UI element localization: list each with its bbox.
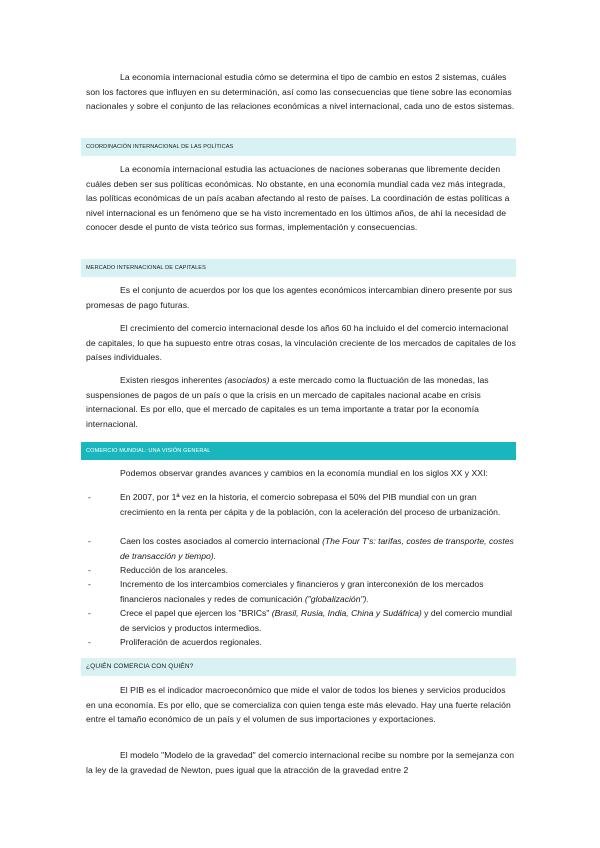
bullet-dash: - xyxy=(88,608,91,618)
section-heading-coordinacion: COORDINACIÓN INTERNACIONAL DE LAS POLÍTICAS xyxy=(81,138,516,156)
section-heading-comercio-mundial: COMERCIO MUNDIAL: UNA VISIÓN GENERAL xyxy=(81,442,516,460)
section-heading-mercado-capitales: MERCADO INTERNACIONAL DE CAPITALES xyxy=(81,259,516,277)
comercio-intro: Podemos observar grandes avances y cambios en la economía mundial en los siglos XX y XXI: xyxy=(120,468,488,478)
bullet-item-acuerdos: - Proliferación de acuerdos regionales. xyxy=(104,635,516,650)
bullet-dash: - xyxy=(88,579,91,589)
bullet-dash: - xyxy=(88,536,91,546)
section-heading-quien-comercia: ¿QUIÉN COMERCIA CON QUIÉN? xyxy=(81,658,516,676)
mercado-paragraph-2: El crecimiento del comercio internacional desde los años 60 ha incluido el del comercio internacional de capitales, lo que ha supuesto entre otras cosas, la vinculación creciente de los mercados de capitales de los países individuales. xyxy=(86,323,516,363)
mercado-paragraph-3: Existen riesgos inherentes (asociados) a este mercado como la fluctuación de las monedas, las suspensiones de pagos de un país o que la crisis en un mercado de capitales nacional acabe en crisis internacional. Es por ello, que el mercado de capitales es un tema importante a tratar por la economía internacional. xyxy=(86,375,489,429)
quien-paragraph-2: El modelo "Modelo de la gravedad" del comercio internacional recibe su nombre por la semejanza con la ley de la gravedad de Newton, pues igual que la atracción de la gravedad entre 2 xyxy=(86,750,515,775)
quien-paragraph-1: El PIB es el indicador macroeconómico que mide el valor de todos los bienes y servicios producidos en una economía. Es por ello, que se comercializa con quien tenga este más elevado. Hay una fuerte relación entre el tamaño económico de un país y el volumen de sus importaciones y exportaciones. xyxy=(86,685,511,725)
bullet-item-aranceles: - Reducción de los aranceles. xyxy=(104,563,516,578)
bullet-item-costes: - Caen los costes asociados al comercio internacional (The Four T's: tarifas, costes de transporte, costes de transacción y tiempo). xyxy=(88,536,514,561)
bullet-dash: - xyxy=(88,565,91,575)
bullet-dash: - xyxy=(88,637,91,647)
bullet-item-2007: - En 2007, por 1ª vez en la historia, el comercio sobrepasa el 50% del PIB mundial con un gran crecimiento en la renta per cápita y de la población, con la aceleración del proceso de urbanización. xyxy=(88,492,501,517)
bullet-item-brics: - Crece el papel que ejercen los "BRICs" (Brasil, Rusia, India, China y Sudáfrica) y del comercio mundial de servicios y productos intermedios. xyxy=(88,608,513,633)
bullet-dash: - xyxy=(88,492,91,502)
coordinacion-paragraph: La economía internacional estudia las actuaciones de naciones soberanas que libremente deciden cuáles deben ser sus políticas económicas. No obstante, en una economía mundial cada vez más integrada, las políticas económicas de un país acaban afectando al resto de países. La coordinación de estas políticas a nivel internacional es un fenómeno que se ha visto incrementado en los últimos años, de ahí la necesidad de conocer desde el punto de vista teórico sus formas, implementación y consecuencias. xyxy=(86,164,510,233)
bullet-item-globalizacion: - Incremento de los intercambios comerciales y financieros y gran interconexión de los mercados financieros nacionales y redes de comunicación ("globalización"). xyxy=(88,579,484,604)
mercado-paragraph-1: Es el conjunto de acuerdos por los que los agentes económicos intercambian dinero presente por sus promesas de pago futuras. xyxy=(86,285,513,310)
intro-paragraph: La economía internacional estudia cómo se determina el tipo de cambio en estos 2 sistemas, cuáles son los factores que influyen en su determinación, así como las consecuencias que tiene sobre las economías nacionales y sobre el conjunto de las relaciones económicas a nivel internacional, cada uno de estos sistemas. xyxy=(86,72,515,112)
